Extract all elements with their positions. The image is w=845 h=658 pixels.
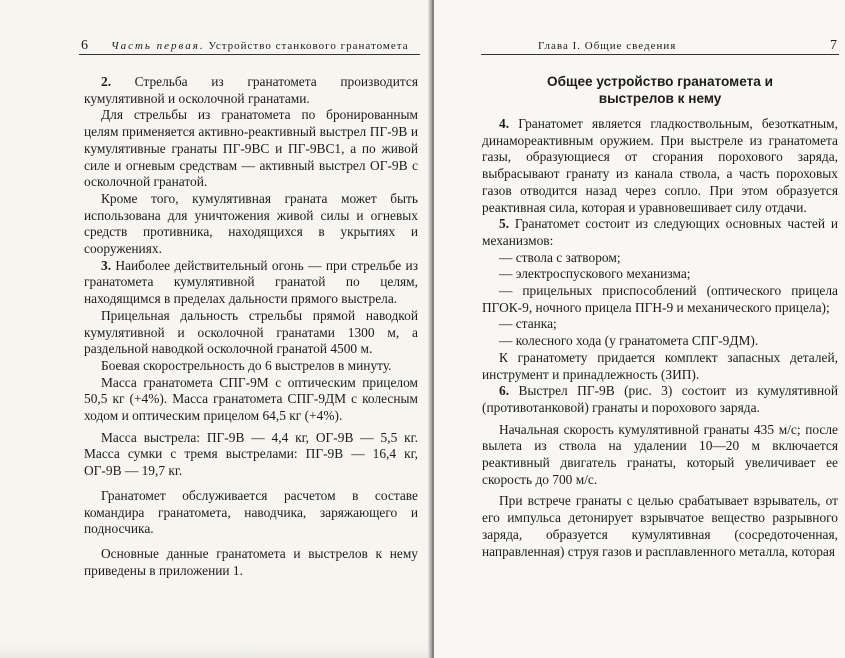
right-page-body — [482, 116, 838, 560]
paragraph: При встрече гранаты с целью срабатывает взрыватель, от его импульса детонирует взрывчатое вещество разрывного заряда, образуется кумулятивная (сосредоточенная, направленная) струя газов и расплавленного металла, которая — [482, 493, 838, 559]
section-title: Общее устройство гранатомета и выстрелов к нему — [547, 74, 773, 106]
list-item: — прицельных приспособлений (оптического прицела ПГОК-9, ночного прицела ПГН-9 и механического прицела); — [482, 283, 838, 315]
paragraph: Кроме того, кумулятивная граната может быть использована для уничтожения живой силы и огневых средств противника, находящихся в укрытиях и сооружениях. — [84, 190, 418, 257]
right-running-head-text: Глава I. Общие сведения — [538, 40, 677, 52]
left-running-head — [81, 38, 421, 54]
paragraph: К гранатомету придается комплект запасных деталей, инструмент и принадлежность (ЗИП). — [482, 349, 838, 382]
right-page — [434, 0, 845, 658]
list-item: — станка; — [499, 316, 557, 332]
paragraph: 5. Гранатомет состоит из следующих основных частей и механизмов: — [482, 216, 838, 248]
paragraph: Прицельная дальность стрельбы прямой наводкой кумулятивной и осколочной гранатами 1300 м, а раздельной наводкой осколочной гранатой 4500 м. — [84, 307, 418, 357]
right-header-rule — [481, 54, 839, 55]
list-item: — колесного хода (у гранатомета СПГ-9ДМ). — [499, 333, 759, 349]
paragraph: 2. Стрельба из гранатомета производится кумулятивной и осколочной гранатами. — [84, 74, 418, 106]
paragraph: 4. Гранатомет является гладкоствольным, безоткатным, динамореактивным оружием. При выстреле из гранатомета газы, образующиеся от сгорания порохового заряда, выбрасывают гранату из канала ствола, а часть пороховых газов отводится назад через сопло. При этом образуется реактивная сила, которая и уравновешивает силу отдачи. — [482, 116, 838, 215]
paragraph: Гранатомет обслуживается расчетом в составе командира гранатомета, наводчика, заряжающего и подносчика. — [84, 487, 418, 537]
right-page-number: 7 — [830, 38, 838, 53]
paragraph: Для стрельбы из гранатомета по бронированным целям применяется активно-реактивный выстрел ПГ-9В и кумулятивные гранаты ПГ-9ВС и ПГ-9ВС1, а по живой силе и огневым средствам — активный выстрел ОГ-9В с осколочной гранатой. — [84, 107, 418, 190]
list-item: — ствола с затвором; — [499, 249, 621, 265]
right-running-head — [538, 38, 838, 54]
paragraph: Боевая скорострельность до 6 выстрелов в минуту. — [101, 357, 392, 373]
paragraph: Масса выстрела: ПГ-9В — 4,4 кг, ОГ-9В — 5,5 кг. Масса сумки с тремя выстрелами: ПГ-9В — 16,4 кг, ОГ-9В — 19,7 кг. — [84, 429, 418, 479]
left-page-number: 6 — [81, 38, 89, 53]
paragraph: 6. Выстрел ПГ-9В (рис. 3) состоит из кумулятивной (противотанковой) гранаты и порохового заряда. — [482, 383, 838, 415]
left-header-rule — [79, 54, 420, 55]
list-item: — электроспускового механизма; — [499, 266, 691, 282]
left-page-body — [84, 74, 418, 579]
paragraph: 3. Наиболее действительный огонь — при стрельбе из гранатомета кумулятивной гранатой по целям, находящимся в пределах дальности прямого выстрела. — [84, 257, 418, 307]
paragraph: Масса гранатомета СПГ-9М с оптическим прицелом 50,5 кг (+4%). Масса гранатомета СПГ-9ДМ с колесным ходом и оптическим прицелом 64,5 кг (+4%). — [84, 374, 418, 424]
left-running-head-text: Часть первая. Устройство станкового гранатомета — [111, 40, 409, 52]
paragraph: Основные данные гранатомета и выстрелов к нему приведены в приложении 1. — [84, 545, 418, 578]
paragraph: Начальная скорость кумулятивной гранаты 435 м/с; после вылета из ствола на удалении 10—20 м включается реактивный двигатель гранаты, который увеличивает ее скорость до 700 м/с. — [482, 421, 838, 487]
